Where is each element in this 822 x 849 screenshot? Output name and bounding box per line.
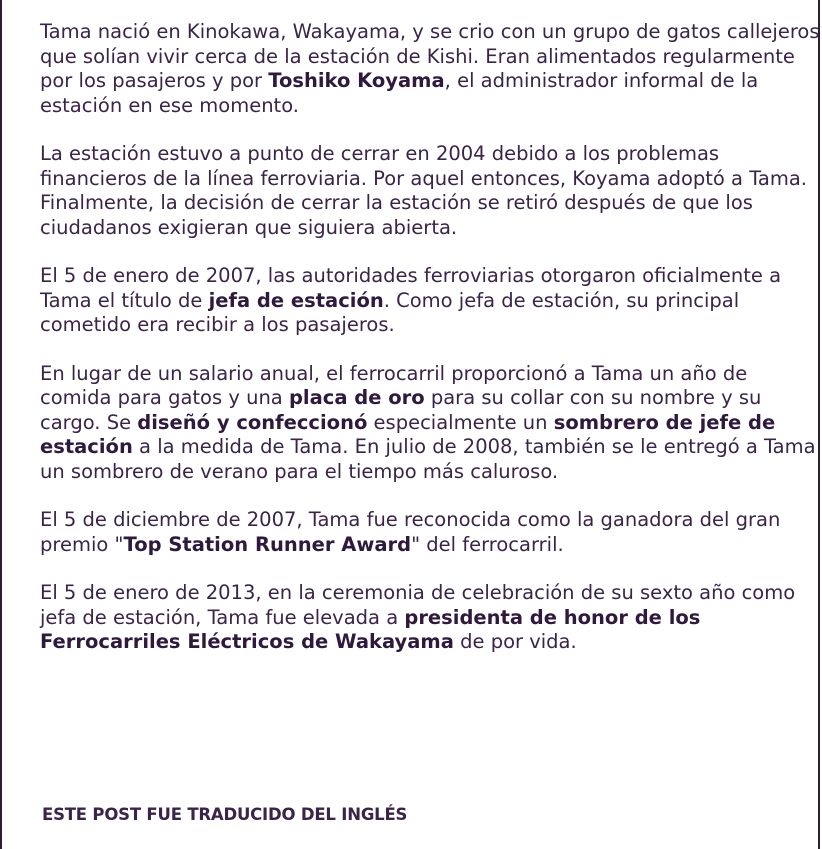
emphasized-text: Toshiko Koyama	[268, 69, 445, 92]
emphasized-text: placa de oro	[288, 386, 425, 409]
emphasized-text: sombrero de jefe de estación	[40, 410, 776, 458]
article-paragraph	[40, 264, 820, 338]
paragraph-text: . Como jefa de estación, su principal cometido era recibir a los pasajeros.	[40, 288, 740, 336]
translation-note: ESTE POST FUE TRADUCIDO DEL INGLÉS	[42, 805, 408, 824]
article-body	[40, 20, 820, 679]
paragraph-text: El 5 de enero de 2013, en la ceremonia de celebración de su sexto año como jefa de estación, Tama fue elevada a	[40, 581, 796, 629]
paragraph-text: para su collar con su nombre y su cargo. Se	[40, 386, 762, 434]
article-paragraph	[40, 581, 820, 655]
paragraph-text: a la medida de Tama. En julio de 2008, también se le entregó a Tama un sombrero de verano para el tiempo más caluroso.	[40, 435, 816, 483]
emphasized-text: Top Station Runner Award	[123, 532, 412, 556]
article-paragraph	[40, 142, 820, 240]
paragraph-text: La estación estuvo a punto de cerrar en 2004 debido a los problemas financieros de la línea ferroviaria. Por aquel entonces, Koyama adoptó a Tama. Finalmente, la decisión de cerrar la estación se retiró después de que los ciudadanos exigieran que siguiera abierta.	[40, 142, 807, 239]
paragraph-text: El 5 de enero de 2007, las autoridades ferroviarias otorgaron oficialmente a Tama el título de	[40, 264, 782, 312]
article-paragraph	[40, 362, 820, 485]
paragraph-text: , el administrador informal de la estación en ese momento.	[40, 69, 759, 117]
paragraph-text: El 5 de diciembre de 2007, Tama fue reconocida como la ganadora del gran premio "	[40, 508, 781, 556]
paragraph-text: especialmente un	[367, 410, 554, 434]
paragraph-text: de por vida.	[453, 630, 577, 653]
paragraph-text: En lugar de un salario anual, el ferrocarril proporcionó a Tama un año de comida para gatos y una	[40, 361, 748, 409]
article-paragraph	[40, 20, 820, 118]
paragraph-text: " del ferrocarril.	[411, 532, 564, 556]
emphasized-text: presidenta de honor de los Ferrocarriles Eléctricos de Wakayama	[40, 605, 701, 653]
emphasized-text: jefa de estación	[208, 288, 384, 312]
article-paragraph	[40, 508, 820, 557]
emphasized-text: diseñó y confeccionó	[137, 410, 368, 434]
paragraph-text: Tama nació en Kinokawa, Wakayama, y se crio con un grupo de gatos callejeros que solían vivir cerca de la estación de Kishi. Eran alimentados regularmente por los pasajeros y por	[40, 20, 820, 92]
